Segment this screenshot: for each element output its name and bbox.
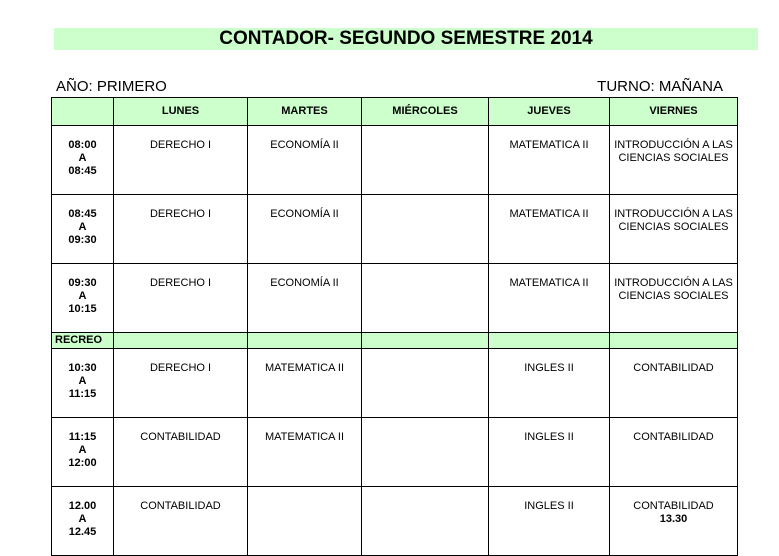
recess-cell [114,333,248,349]
time-start: 08:00 [68,139,97,151]
subject-cell: INTRODUCCIÓN A LAS CIENCIAS SOCIALES [610,264,738,333]
subject-cell [362,418,489,487]
recess-label: RECREO [52,333,114,349]
day-header-martes: MARTES [248,98,362,126]
subject-cell: INGLES II [489,418,610,487]
subject-cell: ECONOMÍA II [248,195,362,264]
subject-cell: MATEMATICA II [248,418,362,487]
subject-cell: INGLES II [489,487,610,556]
page-title: CONTADOR- SEGUNDO SEMESTRE 2014 [54,28,758,50]
recess-cell [610,333,738,349]
time-sep: A [78,221,87,233]
shift-label: TURNO: MAÑANA [597,78,723,95]
recess-row [52,333,738,349]
time-end: 12.45 [68,526,97,538]
subject-cell [362,195,489,264]
table-row [52,349,738,418]
subject-cell: CONTABILIDAD [114,418,248,487]
day-header-viernes: VIERNES [610,98,738,126]
time-cell [52,349,114,418]
subject-cell: DERECHO I [114,126,248,195]
subject-cell: CONTABILIDAD [610,418,738,487]
time-start: 10:30 [68,362,97,374]
subject-cell: MATEMATICA II [489,264,610,333]
time-header-cell [52,98,114,126]
time-end: 11:15 [68,388,97,400]
time-sep: A [78,152,87,164]
subject-cell: INGLES II [489,349,610,418]
subject-cell: DERECHO I [114,349,248,418]
recess-cell [362,333,489,349]
time-end: 10:15 [68,303,97,315]
header-row [52,98,738,126]
time-cell [52,126,114,195]
subject-cell: MATEMATICA II [489,195,610,264]
subject-text: CONTABILIDAD [633,500,714,512]
time-start: 08:45 [68,208,97,220]
time-sep: A [78,444,87,456]
time-end: 09:30 [68,234,97,246]
time-end: 12:00 [68,457,97,469]
subject-cell: CONTABILIDAD [114,487,248,556]
schedule-table [51,97,738,556]
table-row [52,264,738,333]
time-sep: A [78,290,87,302]
subject-cell: INTRODUCCIÓN A LAS CIENCIAS SOCIALES [610,126,738,195]
recess-cell [248,333,362,349]
subject-cell [362,349,489,418]
subject-cell: ECONOMÍA II [248,126,362,195]
time-cell [52,418,114,487]
subject-cell: ECONOMÍA II [248,264,362,333]
time-sep: A [78,513,87,525]
time-start: 12.00 [68,500,97,512]
time-start: 09:30 [68,277,97,289]
subject-cell: MATEMATICA II [489,126,610,195]
year-label: AÑO: PRIMERO [56,78,167,95]
subject-cell: DERECHO I [114,195,248,264]
table-row [52,418,738,487]
time-start: 11:15 [68,431,97,443]
subject-cell: MATEMATICA II [248,349,362,418]
subject-cell [362,126,489,195]
time-end: 08:45 [68,165,97,177]
day-header-lunes: LUNES [114,98,248,126]
table-row [52,126,738,195]
time-sep: A [78,375,87,387]
end-time-note: 13.30 [659,513,688,525]
time-cell [52,195,114,264]
time-cell [52,264,114,333]
subject-cell: CONTABILIDAD [610,349,738,418]
day-header-jueves: JUEVES [489,98,610,126]
subject-cell: DERECHO I [114,264,248,333]
subject-cell [362,264,489,333]
recess-cell [489,333,610,349]
subject-cell: INTRODUCCIÓN A LAS CIENCIAS SOCIALES [610,195,738,264]
day-header-miercoles: MIÉRCOLES [362,98,489,126]
table-row [52,195,738,264]
